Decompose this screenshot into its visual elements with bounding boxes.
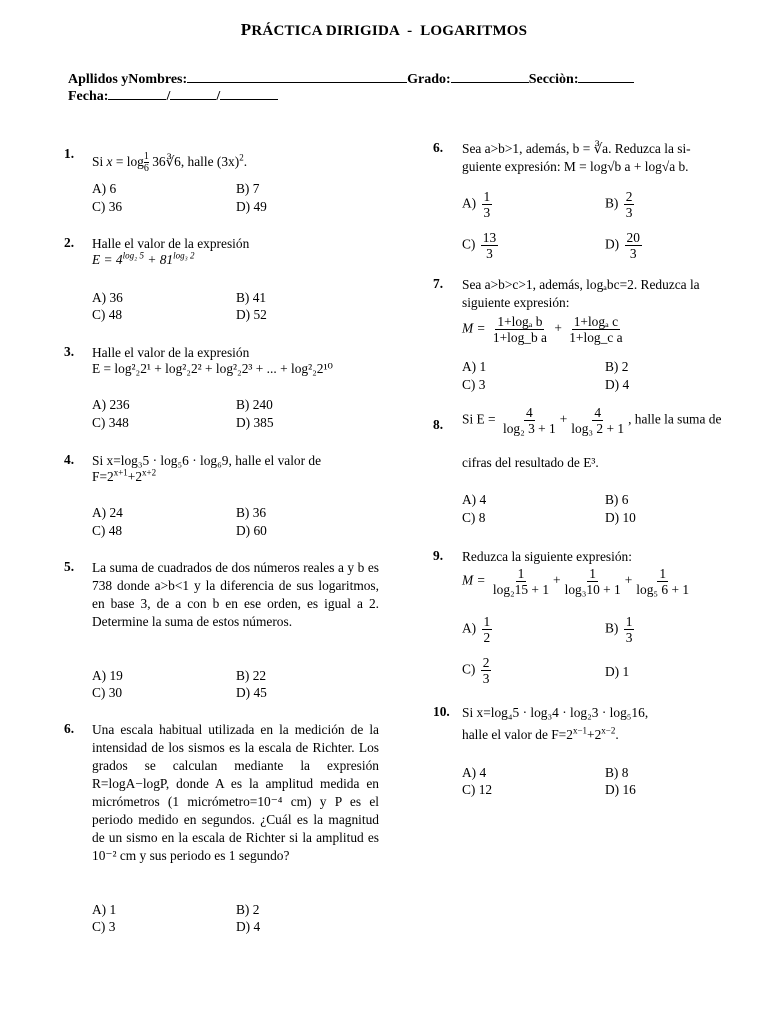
option[interactable]: C) 348 [92,415,129,430]
option[interactable]: B) $\frac{2}{3}$ [605,189,633,220]
question-4-text: Si x=log₃5 · log₅6 · log₆9, halle el valor de [92,453,322,468]
question-number: 10. [433,704,450,719]
question-number: 7. [433,276,444,291]
option[interactable]: D) 4 [236,919,261,934]
question-number: 4. [64,452,75,467]
option[interactable]: D) 385 [236,415,274,430]
option[interactable]: B) 240 [236,397,273,412]
question-number: 1. [64,146,75,161]
option[interactable]: D) 52 [236,307,267,322]
question-7-line2: siguiente expresión: [462,295,570,310]
section-field[interactable] [578,82,634,83]
question-9-expression: M = $\frac{1}{\text{log₂15 + 1}}$ + $\frac{1}{\text{log₃10 + 1}}$ + $\frac{1}{\text{log₅ 6 + 1}}$ [462,566,690,597]
question-number: 3. [64,344,75,359]
option[interactable]: A) $\frac{1}{3}$ [462,189,491,220]
option[interactable]: B) $\frac{1}{3}$ [605,614,633,645]
names-field[interactable] [187,82,407,83]
date-day-field[interactable] [108,99,166,100]
option[interactable]: A) 4 [462,765,487,780]
question-1-text: Si x = log $_{\frac{1}{6}}$ 36∛6, halle $(3x)^2$. [92,151,248,174]
option[interactable]: D) 49 [236,199,267,214]
option[interactable]: A) 24 [92,505,123,520]
option[interactable]: C) 8 [462,510,486,525]
question-4-expression: $F=2^{x+1}+2^{x+2}$ [92,467,157,484]
question-8-line2: cifras del resultado de E³. [462,455,599,470]
question-3-expression: E = log²₂2¹ + log²₂2² + log²₂2³ + ... + log²₂2¹⁰ [92,361,333,376]
option[interactable]: B) 7 [236,181,260,196]
option[interactable]: C) 48 [92,307,123,322]
option[interactable]: C) 3 [92,919,116,934]
date-row: Fecha: / / [68,89,278,105]
option[interactable]: D) 10 [605,510,636,525]
question-9-line1: Reduzca la siguiente expresión: [462,549,632,564]
question-number: 9. [433,548,444,563]
question-5-text: La suma de cuadrados de dos números reales a y b es 738 donde a>b<1 y la diferencia de sus logaritmos, en base 3, de a con b en ese orden, es igual a 2. Determine la suma de estos números. [92,560,379,629]
question-7-line1: Sea a>b>c>1, además, logₐbc=2. Reduzca la [462,277,700,292]
option[interactable]: C) $\frac{2}{3}$ [462,655,490,686]
option[interactable]: B) 2 [236,902,260,917]
option[interactable]: D) 4 [605,377,630,392]
question-number: 6. [433,140,444,155]
option[interactable]: A) 36 [92,290,123,305]
option[interactable]: B) 8 [605,765,629,780]
student-info-header: Apllidos yNombres: Grado: Secciòn: [68,72,634,88]
question-8-expression: Si E = $\frac{4}{\text{log₂ 3 + 1}}$ + $\frac{4}{\text{log₃ 2 + 1}}$ , halle la suma de [462,405,722,436]
question-2-expression: $E = 4^{log_2 5} + 81^{log_3 2}$ [92,250,195,267]
option[interactable]: D) 1 [605,664,630,679]
question-10-line1: Si x=log₄5 · log₃4 · log₂3 · log₅16, [462,705,649,720]
option[interactable]: C) 12 [462,782,493,797]
question-3-text: Halle el valor de la expresión [92,345,250,360]
question-6b-line2: guiente expresión: M = log√b a + log√a b. [462,159,689,174]
option[interactable]: C) 30 [92,685,123,700]
option[interactable]: A) 1 [92,902,117,917]
option[interactable]: A) $\frac{1}{2}$ [462,614,491,645]
option[interactable]: C) 48 [92,523,123,538]
option[interactable]: D) 16 [605,782,636,797]
option[interactable]: C) 36 [92,199,123,214]
option[interactable]: A) 19 [92,668,123,683]
option[interactable]: C) 3 [462,377,486,392]
question-number: 6. [64,721,75,736]
option[interactable]: B) 41 [236,290,267,305]
question-number: 2. [64,235,75,250]
option[interactable]: A) 6 [92,181,117,196]
option[interactable]: D) 60 [236,523,267,538]
question-number: 8. [433,417,444,432]
grade-field[interactable] [451,82,529,83]
option[interactable]: D) $\frac{20}{3}$ [605,230,640,261]
option[interactable]: C) $\frac{13}{3}$ [462,230,497,261]
question-6-text: Una escala habitual utilizada en la medición de la intensidad de los sismos es la escala de Richter. Los grados se calculan mediante la expresión R=logA−logP, donde A es la amplitud medida en micrómetros (1 micrómetro=10⁻⁴ cm) y P es el periodo medido en segundos. ¿Cuál es la magnitud de un sismo en la escala de Richter si la amplitud es 10⁻² cm y sus periodo es 1 segundo? [92,722,379,863]
question-6b-line1: Sea a>b>1, además, b = ∛a. Reduzca la si- [462,141,691,156]
question-number: 5. [64,559,75,574]
question-2-text: Halle el valor de la expresión [92,236,250,251]
option[interactable]: B) 6 [605,492,629,507]
date-month-field[interactable] [170,99,216,100]
date-year-field[interactable] [220,99,278,100]
page-title: PRÁCTICA DIRIGIDA - LOGARITMOS [240,20,528,39]
option[interactable]: A) 4 [462,492,487,507]
option[interactable]: B) 2 [605,359,629,374]
option[interactable]: A) 1 [462,359,487,374]
option[interactable]: B) 36 [236,505,267,520]
question-7-expression: M = $\frac{\text{1+logₐ b}}{\text{1+log\_b a}}$ + $\frac{\text{1+logₐ c}}{\text{1+log\_c a}}$ [462,314,623,345]
question-10-line2: halle el valor de $F=2^{x-1}+2^{x-2}$. [462,725,619,742]
option[interactable]: B) 22 [236,668,267,683]
option[interactable]: D) 45 [236,685,267,700]
option[interactable]: A) 236 [92,397,130,412]
